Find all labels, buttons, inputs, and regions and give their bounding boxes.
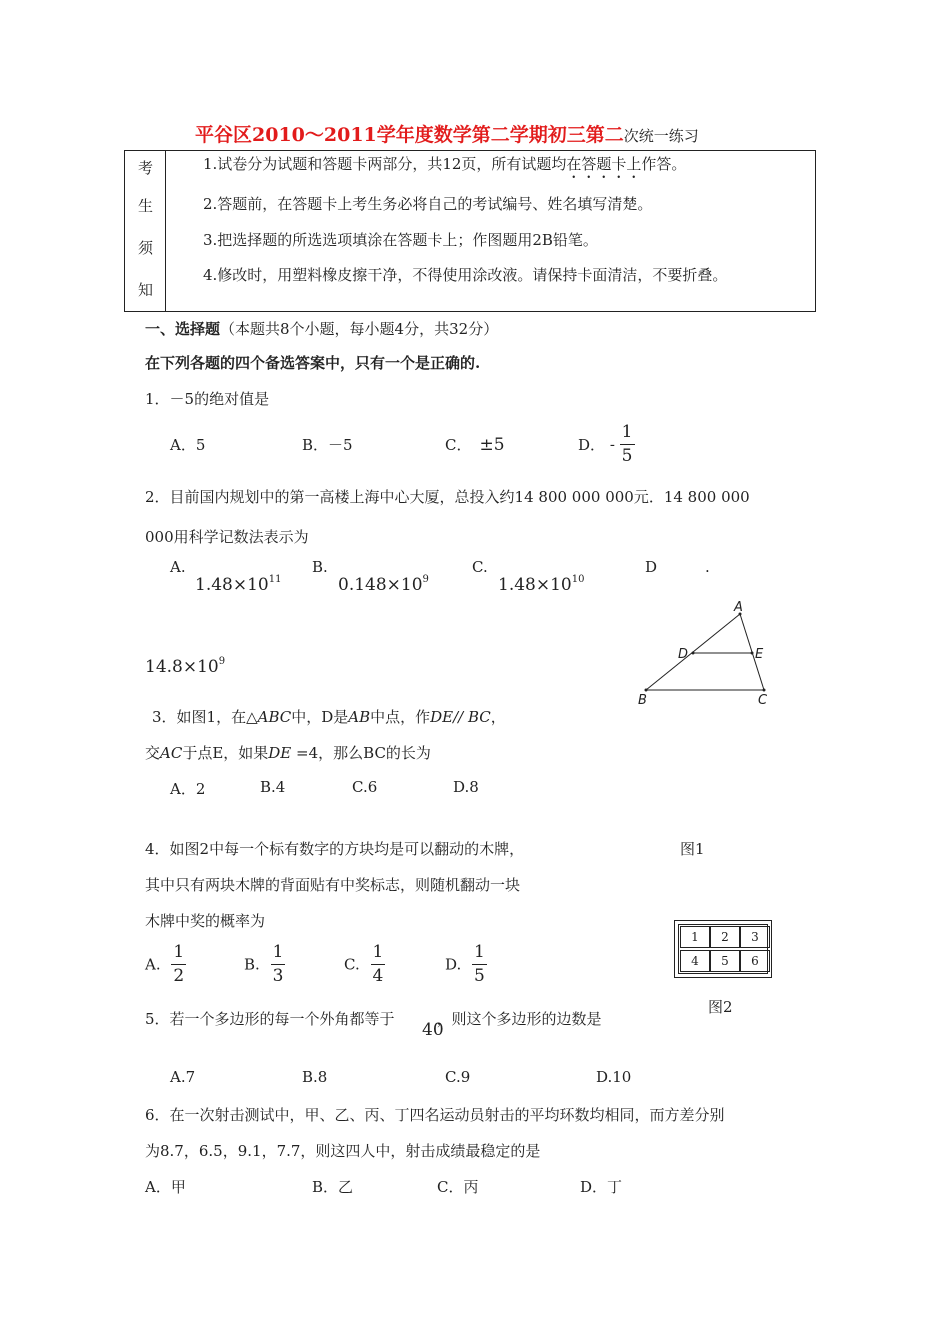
q5-option-a: A.7 [170, 1068, 196, 1086]
question-6-line-2: 为8.7，6.5，9.1，7.7，则这四人中，射击成绩最稳定的是 [145, 1142, 541, 1160]
notice-line-2: 2.答题前，在答题卡上考生务必将自己的考试编号、姓名填写清楚。 [203, 195, 653, 213]
figure-1-caption: 图1 [680, 840, 705, 858]
point-a-label: A [734, 600, 743, 615]
fraction: $\frac{1}{5}$ [474, 942, 485, 986]
q2-option-d-dot: . [705, 558, 710, 576]
section-heading: 一、选择题（本题共8个小题，每小题4分，共32分） [145, 320, 499, 338]
point-e-label: E [755, 647, 764, 662]
title-tail: 次统一练习 [623, 127, 699, 145]
tile-6: 6 [740, 950, 770, 972]
q2-option-c-value: $1.48\times 10^{10}$ [498, 574, 585, 595]
tile-1: 1 [680, 926, 710, 948]
fraction: $\frac{1}{2}$ [173, 942, 185, 986]
fraction: $\frac{1}{5}$ [621, 422, 633, 466]
q2-option-a-label: A. [170, 558, 186, 576]
question-2-stem-line-1: 2．目前国内规划中的第一高楼上海中心大厦，总投入约14 800 000 000元．14 800 000 [145, 488, 750, 506]
q1-option-c: C． ±5 [445, 435, 505, 455]
point-c-label: C [758, 693, 768, 708]
notice-line-3: 3.把选择题的所选选项填涂在答题卡上；作图题用2B铅笔。 [203, 231, 598, 249]
notice-label-char: 须 [138, 239, 154, 257]
q1-option-b: B．－5 [302, 436, 353, 454]
emphasized-text: 在答题卡上 [566, 155, 642, 173]
question-3-line-2: 交AC于点E，如果DE =4，那么BC的长为 [145, 744, 431, 762]
q2-option-d-label: D [645, 558, 658, 576]
notice-label-char: 知 [138, 281, 154, 299]
q4-option-c: C. $\frac{1}{4}$ [344, 942, 384, 986]
notice-label-column [125, 151, 166, 311]
fraction: $\frac{1}{4}$ [372, 942, 384, 986]
question-4-line-1: 4．如图2中每一个标有数字的方块均是可以翻动的木牌， [145, 840, 525, 858]
q4-option-a: A. $\frac{1}{2}$ [145, 942, 185, 986]
q1-option-a: A．5 [170, 436, 206, 454]
q4-option-d: D. $\frac{1}{5}$ [445, 942, 485, 986]
page-title [195, 120, 699, 147]
notice-label-char: 考 [138, 159, 154, 177]
q6-option-a: A．甲 [145, 1178, 186, 1196]
q5-angle-value: 40 [422, 1020, 444, 1040]
q2-option-b-label: B. [312, 558, 328, 576]
q6-option-c: C．丙 [437, 1178, 479, 1196]
q2-option-c-label: C. [472, 558, 488, 576]
point-d-label: D [678, 647, 689, 662]
q3-option-a: A．2 [170, 780, 206, 798]
q2-option-a-value: $1.48\times 10^{11}$ [195, 574, 282, 595]
figure-2-board [674, 920, 772, 978]
q4-option-b: B. $\frac{1}{3}$ [244, 942, 284, 986]
tile-4: 4 [680, 950, 710, 972]
figure-1-triangle [630, 598, 780, 710]
exam-notice-box [124, 150, 816, 312]
question-5-stem: 5．若一个多边形的每一个外角都等于 ，则这个多边形的边数是 [145, 1010, 602, 1028]
q5-option-d: D.10 [596, 1068, 632, 1086]
q3-option-d: D.8 [453, 778, 479, 796]
fraction: $\frac{1}{3}$ [272, 942, 284, 986]
question-1-stem: 1．－5的绝对值是 [145, 390, 270, 408]
tile-5: 5 [710, 950, 740, 972]
question-2-stem-line-2: 000用科学记数法表示为 [145, 528, 309, 546]
q5-option-c: C.9 [445, 1068, 471, 1086]
tile-2: 2 [710, 926, 740, 948]
question-6-line-1: 6．在一次射击测试中，甲、乙、丙、丁四名运动员射击的平均环数均相同，而方差分别 [145, 1106, 725, 1124]
tile-3: 3 [740, 926, 770, 948]
question-4-line-3: 木牌中奖的概率为 [145, 912, 266, 930]
notice-label-char: 生 [138, 197, 154, 215]
title-main: 平谷区2010～2011学年度数学第二学期初三第二 [195, 124, 624, 146]
q6-option-d: D．丁 [580, 1178, 623, 1196]
q2-option-d-value: $14.8\times 10^9$ [145, 656, 226, 677]
section-instruction: 在下列各题的四个备选答案中，只有一个是正确的. [145, 354, 481, 372]
q6-option-b: B．乙 [312, 1178, 354, 1196]
q2-option-b-value: $0.148\times 10^9$ [338, 574, 429, 595]
notice-line-4: 4.修改时，用塑料橡皮擦干净，不得使用涂改液。请保持卡面清洁，不要折叠。 [203, 266, 728, 284]
question-3-line-1: 3．如图1，在△ABC中，D是AB中点，作DE// BC， [152, 708, 506, 726]
figure-2-inner-frame [678, 924, 768, 974]
q5-option-b: B.8 [302, 1068, 328, 1086]
q1-option-d: D． - $\frac{1}{5}$ [578, 422, 633, 466]
q3-option-b: B.4 [260, 778, 286, 796]
q3-option-c: C.6 [352, 778, 378, 796]
question-4-line-2: 其中只有两块木牌的背面贴有中奖标志，则随机翻动一块 [145, 876, 521, 894]
figure-2-caption: 图2 [708, 998, 733, 1016]
point-b-label: B [638, 693, 647, 708]
notice-line-1: 1.试卷分为试题和答题卡两部分，共12页，所有试题均在答题卡上作答。 [203, 155, 687, 173]
